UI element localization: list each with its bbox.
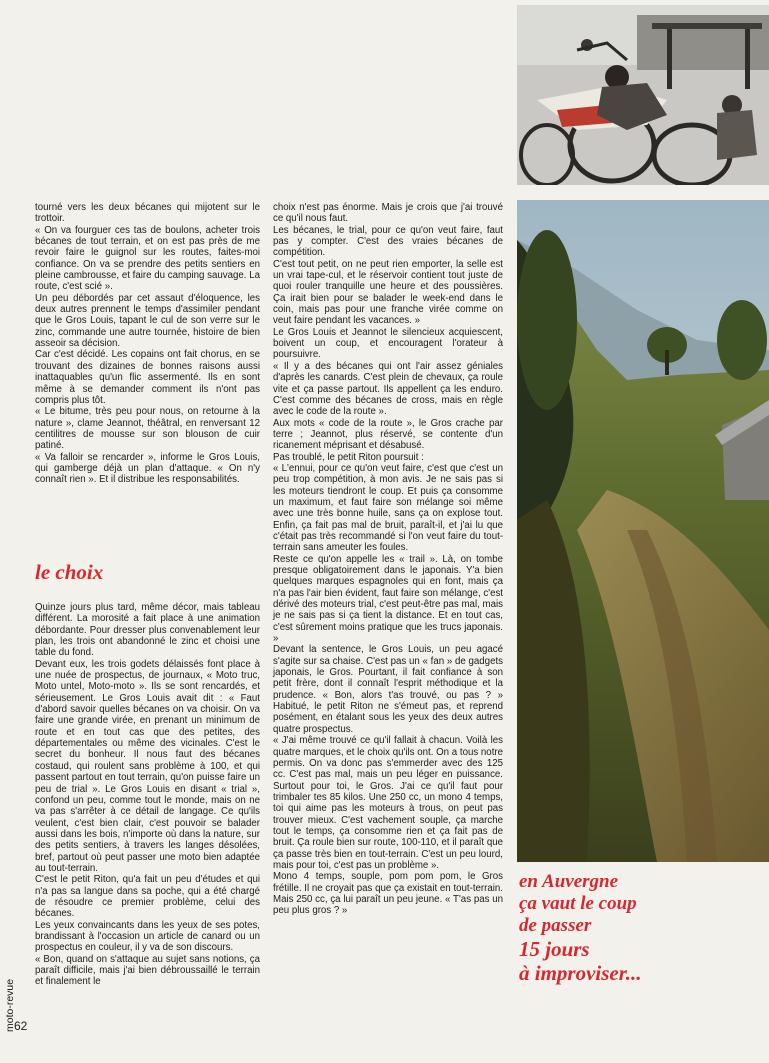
paragraph: Les yeux convaincants dans les yeux de ses potes, brandissant à l'occasion un article de canard ou un prospectus en couleur, il y va de son discours. — [35, 919, 260, 954]
motorcycle-riders-illustration — [517, 5, 769, 185]
paragraph: tourné vers les deux bécanes qui mijotent sur le trottoir. — [35, 202, 260, 225]
caption-line: en Auvergne — [519, 871, 619, 892]
magazine-name: moto-revue — [4, 978, 16, 1032]
article-column-1-top — [35, 202, 260, 486]
motorcycle-riders-photo — [517, 5, 769, 185]
paragraph: « Bon, quand on s'attaque au sujet sans notions, ça paraît difficile, mais j'ai bien débroussaillé le terrain et finalement le — [35, 953, 260, 988]
paragraph: C'est tout petit, on ne peut rien emporter, la selle est un vrai tape-cul, et le réservoir contient tout juste de quoi rouler tranquille une heure et des poussières. Ça irait bien pour se balader le week-end dans le coin, mais pas pour une franche virée comme on veut faire pendant les vacances. » — [273, 258, 503, 327]
paragraph: Devant eux, les trois godets délaissés font place à une nuée de prospectus, de journaux, « Moto truc, Moto untel, Moto-moto ». Ils se sont rencardés, et sérieusement. Le Gros Louis avait dit : « Faut d'abord savoir quelles bécanes on va choisir. On va faire une grande virée, en prenant un minimum de route et en tout cas que des petites, des départementales ou même des vicinales. C'est le secret du bonheur. Il nous faut des bécanes costaud, qui roulent sans problème à 100, et qui passent partout en tout terrain, qu'on puisse faire un peu de trial ». Le Gros Louis en disant « trial », confond un peu, comme tout le monde, mais on ne va pas s'arrêter à ce détail de langage. Ce qu'ils veulent, c'est bien clair, c'est pouvoir se balader aussi dans les bois, n'importe où dans la nature, sur des petits sentiers, à travers les langes désolées, bref, partout où peut passer une moto bien adaptée au tout-terrain. — [35, 658, 260, 874]
paragraph: Mono 4 temps, souple, pom pom pom, le Gros frétille. Il ne croyait pas que ça existait en tout-terrain. Mais 250 cc, ça lui paraît un peu jeune. « T'as pas un peu plus gros ? » — [273, 871, 503, 917]
paragraph: C'est le petit Riton, qu'a fait un peu d'études et qui n'a pas sa langue dans sa poche, qui a été chargé de résoudre ce premier problème, celui des bécanes. — [35, 874, 260, 920]
paragraph: « Le bitume, très peu pour nous, on retourne à la nature », clame Jeannot, théâtral, en renversant 12 centilitres de mousse sur son blouson de cuir patiné. — [35, 406, 260, 452]
paragraph: « Va falloir se rencarder », informe le Gros Louis, qui gamberge déjà un plan d'attaque. « On n'y connaît rien ». Et il distribue les responsabilités. — [35, 451, 260, 486]
caption-line: ça vaut le coup — [519, 893, 637, 914]
paragraph: « On va fourguer ces tas de boulons, acheter trois bécanes de tout terrain, et on est pas près de me revoir faire le guignol sur les routes, faites-moi confiance. On va se prendre des petits sentiers en pleine cambrousse, et faire du camping sauvage. La route, c'est scié ». — [35, 224, 260, 293]
paragraph: choix n'est pas énorme. Mais je crois que j'ai trouvé ce qu'il nous faut. — [273, 202, 503, 225]
caption-line: de passer — [519, 915, 592, 936]
caption-line: 15 jours — [519, 937, 590, 961]
paragraph: Le Gros Louis et Jeannot le silencieux acquiescent, boivent un coup, et encouragent l'orateur à poursuivre. — [273, 326, 503, 361]
paragraph: « Il y a des bécanes qui ont l'air assez géniales d'après les canards. C'est plein de chevaux, ça roule vite et ça passe partout. Ils appellent ça les enduro. C'est comme des bécanes de cross, mais en règle avec le code de la route ». — [273, 360, 503, 418]
paragraph: Reste ce qu'on appelle les « trail ». Là, on tombe presque obligatoirement dans le japonais. Y'a bien quelques marques espagnoles qui en font, mais ça n'a pas l'air bien évident, faut faire son mélange, c'est dérivé des moteurs trial, c'est peut-être pas mal, mais je ne sais pas si ça tient la distance. Et en tout cas, c'est sûrement moins pratique que les trucs japonais. » — [273, 553, 503, 645]
article-column-1-bottom — [35, 602, 260, 988]
paragraph: Pas troublé, le petit Riton poursuit : — [273, 451, 424, 463]
paragraph: « J'ai même trouvé ce qu'il fallait à chacun. Voilà les quatre marques, et le choix qu'ils ont. On a tous notre permis. On va donc pas s'emmerder avec des 125 cc. C'est pas mal, mais un peu léger en puissance. Surtout pour toi, le Gros. J'ai ce qu'il faut pour trimbaler tes 85 kilos. Une 250 cc, un mono 4 temps, toi qui aime pas les moteurs à trous, on peut pas trouver mieux. C'est vachement souple, ça marche tout le temps, ça consomme rien et ça fait pas de bruit. Ça roule bien sur route, 100-110, et il paraît que ça passe très bien en tout-terrain. C'est un peu lourd, mais pour toi, c'est pas un problème ». — [273, 735, 503, 871]
paragraph: Devant la sentence, le Gros Louis, un peu agacé s'agite sur sa chaise. C'est pas un « fan » de gadgets japonais, le Gros. Pourtant, il fait confiance à son petit frère, dont il connaît l'esprit méthodique et la prudence. « Bon, alors t'as trouvé, ou pas ? » Habitué, le petit Riton ne s'émeut pas, et reprend posément, en étalant sous les yeux des deux autres quatre prospectus. — [273, 644, 503, 735]
paragraph: « L'ennui, pour ce qu'on veut faire, c'est que c'est un peu trop compétition, à mon avis. Je ne sais pas si les moteurs tiendront le coup. Et puis ça consomme un maximum, et faut faire son mélange soi même avec une très bonne huile, sans ça on explose tout. Enfin, ça fait pas mal de bruit, paraît-il, et j'ai lu que c'était pas très recommandé si l'on veut faire du tout-terrain sans ameuter les foules. — [273, 462, 503, 554]
landscape-illustration — [517, 200, 769, 862]
section-heading: le choix — [35, 560, 104, 584]
paragraph: Les bécanes, le trial, pour ce qu'on veut faire, faut pas y compter. C'est des vraies bécanes de compétition. — [273, 224, 503, 259]
article-column-2 — [273, 202, 503, 917]
paragraph: Un peu débordés par cet assaut d'éloquence, les deux autres prennent le temps d'assimiler pendant que le Gros Louis, tapant le cul de son verre sur le zinc, commande une autre tournée, histoire de bien asseoir sa décision. — [35, 292, 260, 350]
auvergne-landscape-photo — [517, 200, 769, 862]
page-number: 62 — [14, 1019, 28, 1033]
caption-line: à improviser... — [519, 961, 642, 985]
paragraph: Car c'est décidé. Les copains ont fait chorus, en se trouvant des dizaines de bonnes raisons aussi inattaquables qu'un flic assermenté. Ils en sont même à se demander comment ils n'ont pas compris plus tôt. — [35, 349, 260, 406]
paragraph: Quinze jours plus tard, même décor, mais tableau différent. La morosité a fait place à une animation débordante. Pour dresser plus convenablement leur plan, les trois ont abandonné le zinc et choisi une table du fond. — [35, 602, 260, 659]
paragraph: Aux mots « code de la route », le Gros crache par terre ; Jeannot, plus réservé, se contente d'un ricanement méprisant et désabusé. — [273, 417, 503, 452]
photo-caption — [519, 871, 764, 985]
